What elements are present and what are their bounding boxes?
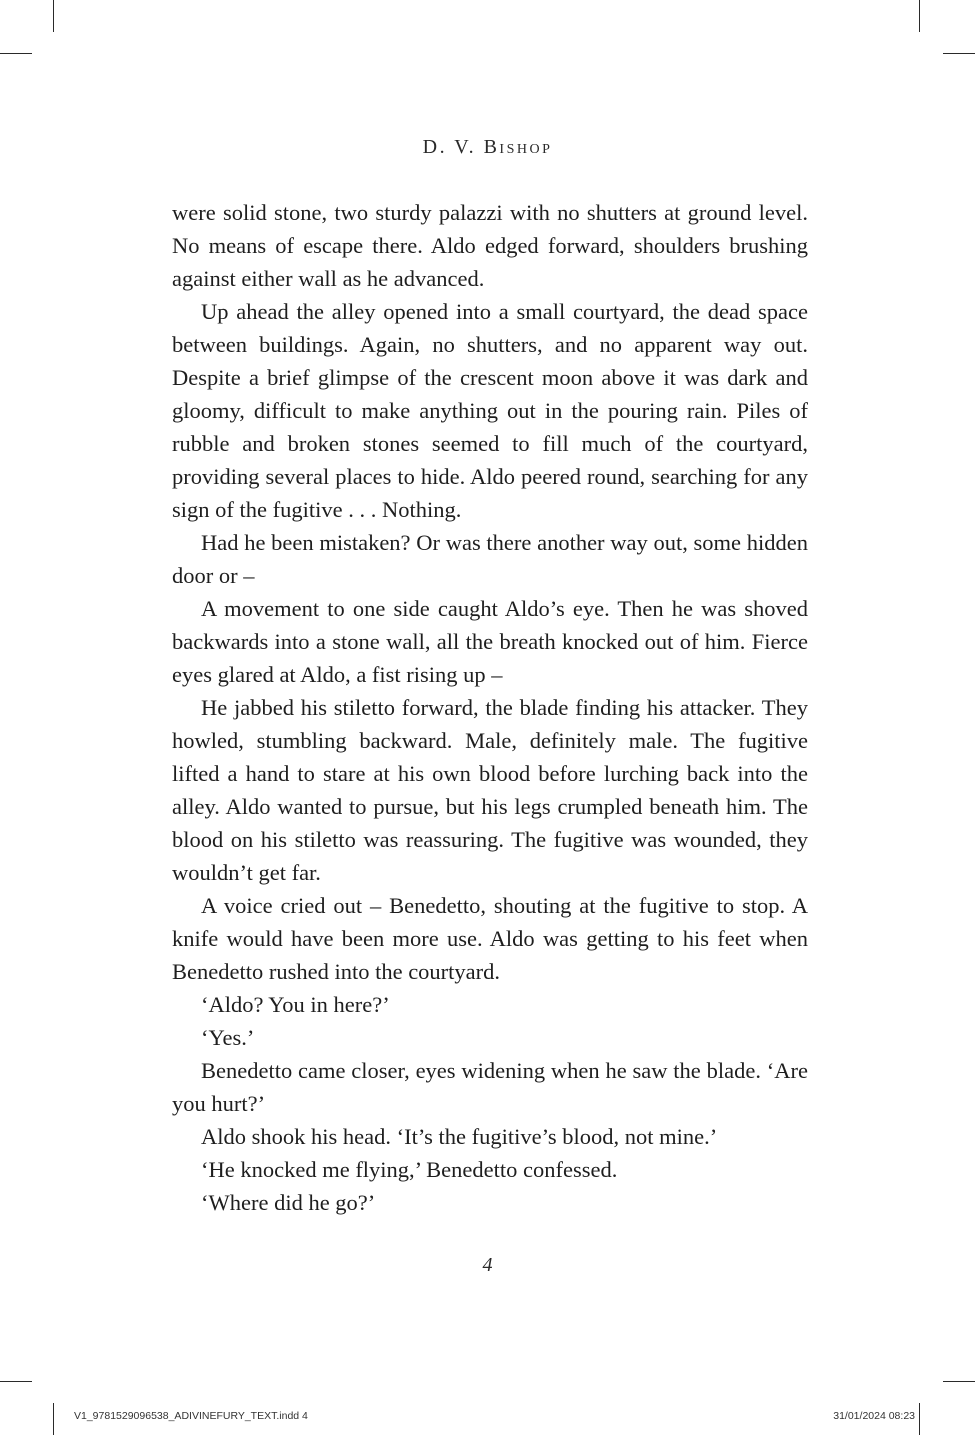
crop-mark-top-right-h	[943, 53, 975, 54]
crop-mark-top-left-h	[0, 53, 32, 54]
paragraph: Up ahead the alley opened into a small courtyard, the dead space between buildings. Again, no shutters, and no apparent way out. Despite a brief glimpse of the crescent moon above it was dark and gloomy, difficult to make anything out in the pouring rain. Piles of rubble and broken stones seemed to fill much of the courtyard, providing several places to hide. Aldo peered round, searching for any sign of the fugitive . . . Nothing.	[172, 299, 808, 522]
paragraph: Benedetto came closer, eyes widening when he saw the blade. ‘Are you hurt?’	[172, 1058, 808, 1116]
paragraph: A movement to one side caught Aldo’s eye. Then he was shoved backwards into a stone wall, all the breath knocked out of him. Fierce eyes glared at Aldo, a fist rising up –	[172, 596, 808, 687]
body-text	[172, 196, 808, 1219]
slug-timestamp: 31/01/2024 08:23	[833, 1410, 915, 1422]
slug-file-info: V1_9781529096538_ADIVINEFURY_TEXT.indd 4	[74, 1410, 308, 1422]
crop-mark-top-left	[53, 0, 54, 32]
paragraph: Had he been mistaken? Or was there another way out, some hidden door or –	[172, 530, 808, 588]
paragraph: ‘Yes.’	[201, 1025, 255, 1050]
crop-mark-bottom-left	[53, 1403, 54, 1435]
paragraph: were solid stone, two sturdy palazzi with no shutters at ground level. No means of escape there. Aldo edged forward, shoulders brushing against either wall as he advanced.	[172, 200, 808, 291]
crop-mark-bottom-right	[919, 1403, 920, 1435]
running-head: D. V. Bishop	[422, 136, 553, 158]
paragraph: ‘Where did he go?’	[201, 1190, 376, 1215]
paragraph: ‘He knocked me flying,’ Benedetto confessed.	[201, 1157, 618, 1182]
crop-mark-bottom-right-h	[943, 1381, 975, 1382]
page-number: 4	[482, 1254, 493, 1276]
crop-mark-top-right	[919, 0, 920, 32]
paragraph: ‘Aldo? You in here?’	[201, 992, 390, 1017]
paragraph: A voice cried out – Benedetto, shouting at the fugitive to stop. A knife would have been more use. Aldo was getting to his feet when Benedetto rushed into the courtyard.	[172, 893, 808, 984]
paragraph: He jabbed his stiletto forward, the blade finding his attacker. They howled, stumbling backward. Male, definitely male. The fugitive lifted a hand to stare at his own blood before lurching back into the alley. Aldo wanted to pursue, but his legs crumpled beneath him. The blood on his stiletto was reassuring. The fugitive was wounded, they wouldn’t get far.	[172, 695, 808, 885]
paragraph: Aldo shook his head. ‘It’s the fugitive’s blood, not mine.’	[201, 1124, 718, 1149]
crop-mark-bottom-left-h	[0, 1381, 32, 1382]
